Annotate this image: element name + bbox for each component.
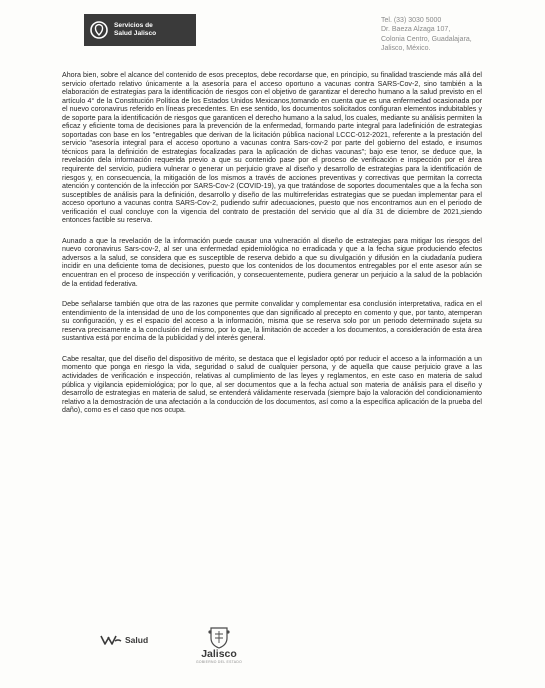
contact-colony: Colonia Centro, Guadalajara,: [381, 35, 472, 43]
contact-info: [381, 16, 472, 54]
paragraph: Aunado a que la revelación de la información puede causar una vulneración al diseño de estrategias para mitigar los riesgos del nuevo coronavirus Sars-cov-2, al ser una enfermedad epidemiológica no erradicada y que a la fecha sigue produciendo efectos adversos a la salud, se considera que es susceptible de reserva debido a que su divulgación y difusión en la ciudadanía pudiera incidir en una deficiente toma de decisiones, puesto que los contenidos de los documentos entregables por el ente asesor aún se encuentran en el proceso de inspección y verificación, y consecuentemente, pudiera generar un perjuicio a la salud de la población de la entidad federativa.: [62, 236, 482, 288]
paragraph: Debe señalarse también que otra de las razones que permite convalidar y complementar esa conclusión interpretativa, radica en el entendimiento de la intensidad de uno de los componentes que dan significado al precepto en comento y que, por tanto, atemperan su configuración, y es el espacio del acceso a la información, misma que se reserva solo por un periodo determinado sujeta su reserva precisamente a la conclusión del mismo, por lo que, la limitación de acceder a los documentos, a consideración de esta área sustantiva está por encima de la publicidad y del interés general.: [62, 300, 482, 343]
contact-phone: Tel. (33) 3030 5000: [381, 17, 442, 24]
contact-state: Jalisco, México.: [381, 45, 431, 53]
salud-jalisco-logo-icon: [89, 20, 109, 40]
jalisco-seal-icon: [206, 625, 232, 649]
contact-street: Dr. Baeza Alzaga 107,: [381, 26, 451, 34]
footer-salud-logo: [100, 633, 148, 647]
brand-name: [114, 22, 156, 38]
paragraph: Ahora bien, sobre el alcance del contenido de esos preceptos, debe recordarse que, en principio, su finalidad trasciende más allá del servicio ofertado relativo únicamente a la asesoría para el acceso oportuno a vacunas contra SARS-Cov-2, sino también a la elaboración de estrategias para la identificación de riesgos con el objetivo de garantizar el derecho humano a la salud previsto en el artículo 4° de la Constitución Política de los Estados Unidos Mexicanos,tomando en cuenta que es una enfermedad ocasionada por el nuevo coronavirus referido en líneas precedentes. En ese sentido, los documentos solicitados configuran elementos indubitables y de soporte para la identificación de riesgos que garanticen el derecho humano a la salud, los cuales, mediante su análisis permiten la eficaz y eficiente toma de decisiones para la prevención de la enfermedad, formando parte integral para ladefinición de estrategias soportadas con base en los "entregables que derivan de la licitación pública nacional LCCC-012-2021, referente a la prestación del servicio "asesoría integral para el acceso oportuno a vacunas contra Sars-cov-2 por parte del gobierno del estado, e insumos técnicos para la definición de estrategias focalizadas para la aplicación de dichas vacunas"; bajo ese tenor, se deduce que, la revelación dela información requerida previo a que su contenido pase por el proceso de verificación e inspección por el área requirente del servicio, pudiera vulnerar o generar un perjuicio grave al diseño y desarrollo de estrategias para la identificación de riesgos y, en consecuencia, la mitigación de los mismos a través de acciones preventivas y correctivas que permitan la correcta atención y contención de la infección por SARS-Cov-2 (COVID-19), ya que tratándose de soportes documentales que a la fecha son susceptibles de análisis para la definición, desarrollo y diseño de las multirreferidas estrategias que se puedan implementar para el acceso oportuno a vacunas contra SARS-Cov-2, pudiendo sufrir adecuaciones, puesto que nos encontramos aun en el periodo de verificación el cual concluye con la vigencia del contrato de prestación del servicio que al día 31 de diciembre de 2021,siendo entonces factible su reserva.: [62, 71, 482, 225]
salud-hands-icon: [100, 633, 122, 647]
paragraph: Cabe resaltar, que del diseño del dispositivo de mérito, se destaca que el legislador optó por reducir el acceso a la información a un momento que ponga en riesgo la vida, seguridad o salud de cualquier persona, y de aquella que cause perjuicio grave a las actividades de verificación e inspección, relativas al cumplimiento de las leyes y reglamentos, en este caso en materia de salud pública y vigilancia epidemiológica; por lo que, al ser documentos que a la fecha actual son materia de análisis para el diseño y desarrollo de estrategias en materia de salud, se entenderá válidamente reservada (siempre bajo la valoración del condicionamiento relativo a la demostración de una afectación a la conducción de los documentos, así como a la específica aplicación de la prueba del daño), como es el caso que nos ocupa.: [62, 354, 482, 415]
jalisco-label: Jalisco: [201, 648, 237, 660]
salud-label: Salud: [125, 635, 149, 645]
brand-line-2: Salud Jalisco: [114, 30, 157, 37]
header-logo-block: [84, 14, 196, 46]
footer-jalisco-logo: [185, 625, 253, 665]
document-body: [62, 71, 482, 427]
brand-line-1: Servicios de: [114, 22, 153, 29]
jalisco-subtitle: GOBIERNO DEL ESTADO: [195, 660, 243, 664]
